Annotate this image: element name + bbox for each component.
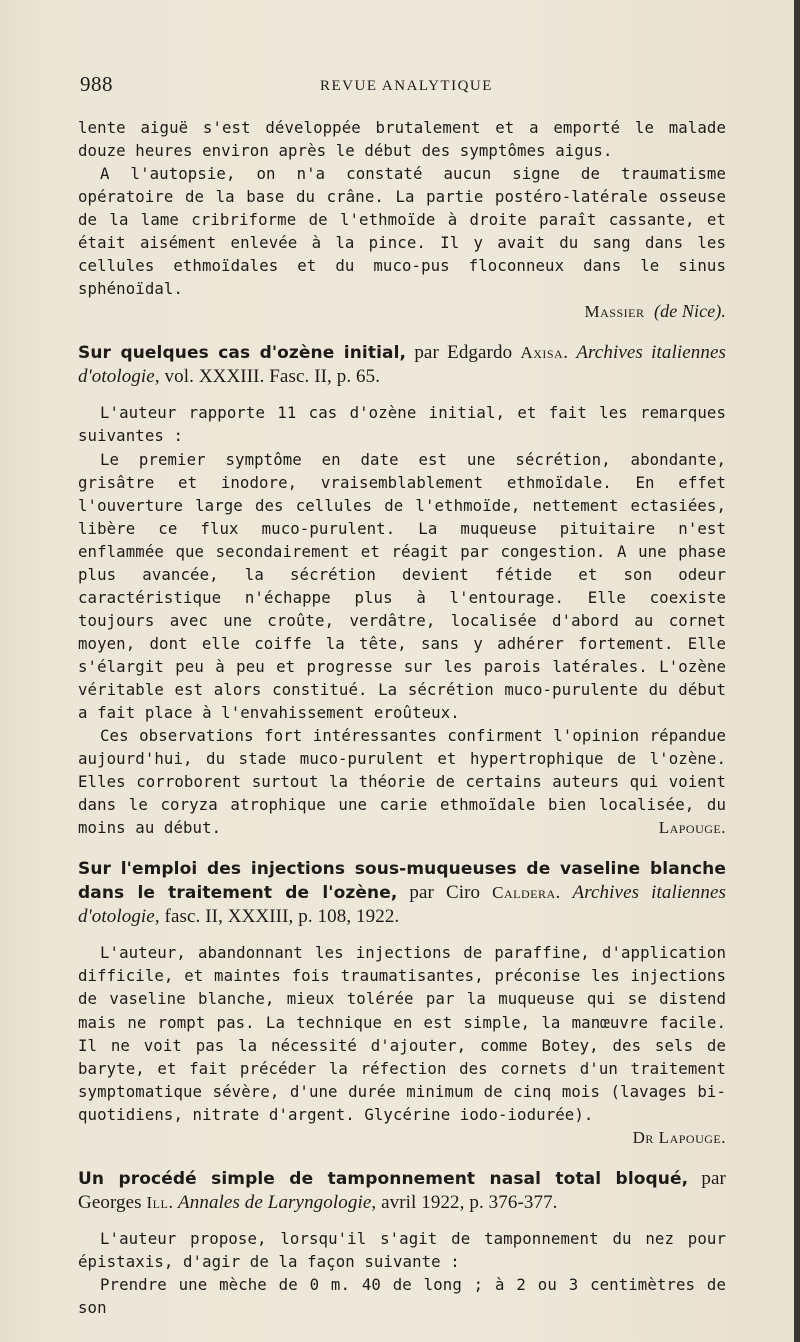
paragraph-continued: lente aiguë s'est développée brutalement et a emporté le malade douze heures environ après le début des symptômes aigus. (78, 118, 726, 161)
heading-author: Axisa (520, 343, 564, 363)
paragraph-intro: L'auteur rapporte 11 cas d'ozène initial, et fait les remarques suivantes : (78, 403, 726, 446)
page-header (80, 72, 680, 102)
article-heading-ozene-initial (78, 341, 726, 389)
heading-by: par Ciro (397, 882, 493, 904)
paragraph-proposal: L'auteur propose, lorsqu'il s'agit de tamponnement du nez pour épistaxis, d'agir de la façon suivante : (78, 1228, 726, 1271)
signature-place: (de Nice). (654, 301, 726, 322)
author-signature: Massier (584, 302, 645, 322)
article-title: Sur quelques cas d'ozène initial, (78, 343, 407, 364)
journal-name: Archives italiennes d'otologie (78, 882, 726, 928)
author-signature: Lapouge. (658, 818, 726, 838)
page-body (78, 116, 726, 1319)
author-signature: Dr Lapouge. (632, 1127, 726, 1147)
paragraph-autopsy: A l'autopsie, on n'a constaté aucun signe de traumatisme opératoire de la base du crâne. La partie postéro-latérale osseuse de la lame cribriforme de l'ethmoïde à droite paraît cassante, et était aisément enlevée à la pince. Il y avait du sang dans les cellules ethmoïdales et du muco-pus floconneux dans le sinus sphénoïdal. (78, 164, 726, 299)
journal-name: Archives italiennes d'otologie (78, 342, 726, 388)
paragraph-observations: Ces observations fort intéressantes confirment l'opinion répandue aujourd'hui, du stade muco-purulent et hypertrophique de l'ozène. Elles corroborent surtout la théorie de certains auteurs qui voient dans le coryza atrophique une carie ethmoïdale bien localisée, du moins au début. (78, 726, 726, 838)
heading-author: Ill (146, 1192, 169, 1212)
article-title: Un procédé simple de tamponnement nasal total bloqué, (78, 1168, 689, 1189)
page-edge-shadow (794, 0, 800, 1342)
heading-dot: . (168, 1191, 179, 1213)
paragraph-procedure: Prendre une mèche de 0 m. 40 de long ; à 2 ou 3 centimètres de son (78, 1274, 726, 1317)
article-heading-vaseline (78, 857, 726, 929)
page-number: 988 (80, 72, 113, 96)
heading-by: par Georges (78, 1167, 726, 1213)
journal-reference: , avril 1922, p. 376-377. (371, 1191, 558, 1213)
article-title: Sur l'emploi des injections sous-muqueuses de vaseline blanche dans le traitement de l'ozène, (78, 859, 726, 904)
paragraph-vaseline: L'auteur, abandonnant les injections de paraffine, d'application difficile, et maintes fois traumatisantes, préconise les injections de vaseline blanche, mieux tolérée par la muqueuse qui se distend mais ne rompt pas. La technique en est simple, la manœuvre facile. Il ne voit pas la nécessité d'ajouter, comme Botey, des sels de baryte, et fait précéder la réfection des cornets d'un traitement symptomatique sévère, d'une durée minimum de cinq mois (lavages bi-quotidiens, nitrate d'argent. Glycérine iodo-iodurée). (78, 943, 726, 1124)
heading-dot: . (555, 882, 573, 904)
journal-reference: , vol. XXXIII. Fasc. II, p. 65. (154, 366, 381, 388)
heading-dot: . (563, 342, 577, 364)
heading-author: Caldera (492, 883, 556, 903)
heading-by: par Edgardo (406, 342, 521, 364)
signature-dr-lapouge (78, 1126, 726, 1149)
signature-massier (78, 300, 726, 323)
journal-name: Annales de Laryngologie (178, 1191, 372, 1213)
article-heading-tamponnement (78, 1167, 726, 1215)
journal-reference: , fasc. II, XXXIII, p. 108, 1922. (154, 906, 400, 928)
running-title: REVUE ANALYTIQUE (320, 78, 493, 94)
paragraph-symptoms: Le premier symptôme en date est une sécrétion, abondante, grisâtre et inodore, vraisemblablement ethmoïdale. En effet l'ouverture large des cellules de l'ethmoïde, nettement ectasiées, libère ce flux muco-purulent. La muqueuse pituitaire n'est enflammée que secondairement et réagit par congestion. A une phase plus avancée, la sécrétion devient fétide et son odeur caractéristique n'échappe plus à l'entourage. Elle coexiste toujours avec une croûte, verdâtre, localisée d'abord au cornet moyen, dont elle coiffe la tête, sans y adhérer fortement. Elle s'élargit peu à peu et progresse sur les parois latérales. L'ozène véritable est alors constitué. La sécrétion muco-purulente du début a fait place à l'envahissement eroûteux. (78, 449, 726, 723)
